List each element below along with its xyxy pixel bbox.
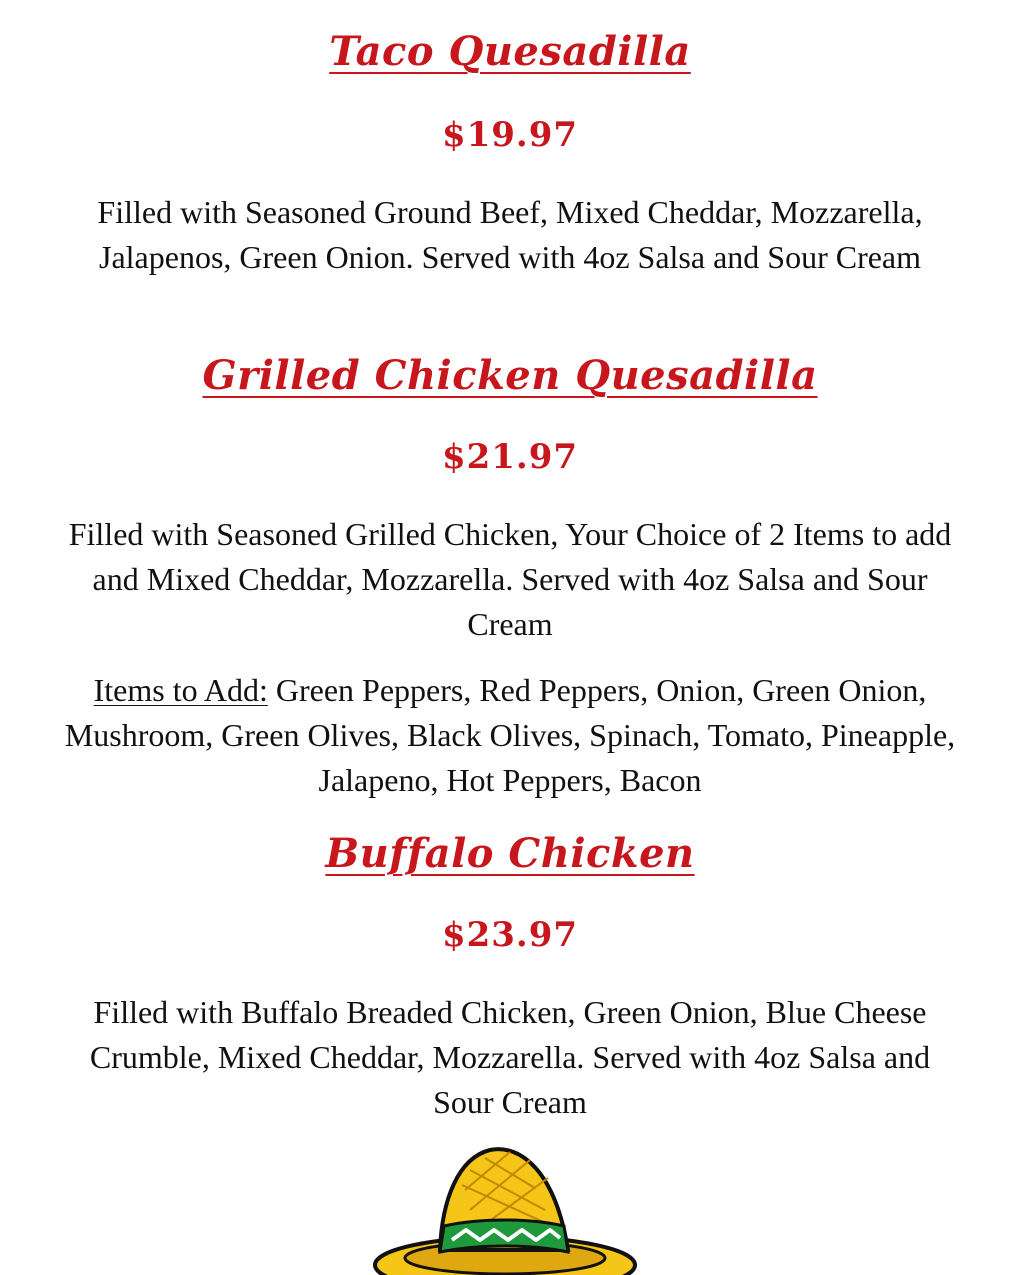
menu-item-title-buffalo-chicken: Buffalo Chicken [325, 830, 695, 877]
menu-item-description-grilled-chicken-quesadilla: Filled with Seasoned Grilled Chicken, Your Choice of 2 Items to add and Mixed Cheddar, Mozzarella. Served with 4oz Salsa and Sour Cream [68, 516, 952, 642]
menu-item-price-grilled-chicken-quesadilla: $21.97 [441, 437, 579, 477]
addons-label: Items to Add: [93, 672, 268, 708]
menu-item-description-taco-quesadilla: Filled with Seasoned Ground Beef, Mixed Cheddar, Mozzarella, Jalapenos, Green Onion. Served with 4oz Salsa and Sour Cream [97, 194, 923, 275]
menu-item-title-taco-quesadilla: Taco Quesadilla [329, 28, 691, 75]
menu-item-addons [60, 668, 960, 803]
menu-item-title-grilled-chicken-quesadilla: Grilled Chicken Quesadilla [202, 352, 818, 399]
menu-item-description-buffalo-chicken: Filled with Buffalo Breaded Chicken, Green Onion, Blue Cheese Crumble, Mixed Cheddar, Mozzarella. Served with 4oz Salsa and Sour Cream [89, 994, 931, 1120]
menu-item-price-taco-quesadilla: $19.97 [441, 115, 579, 155]
addons-list: Green Peppers, Red Peppers, Onion, Green Onion, Mushroom, Green Olives, Black Olives, Spinach, Tomato, Pineapple, Jalapeno, Hot Peppers, Bacon [64, 672, 956, 798]
sombrero-icon [370, 1140, 640, 1275]
menu-item-price-buffalo-chicken: $23.97 [441, 915, 579, 955]
